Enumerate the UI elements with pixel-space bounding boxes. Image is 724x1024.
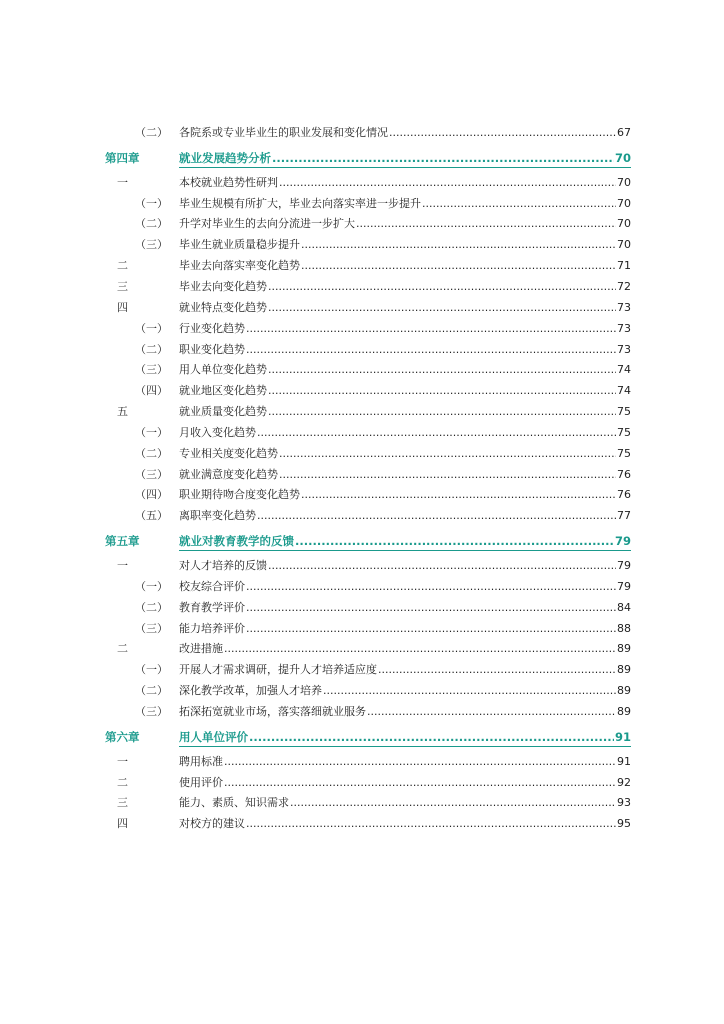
toc-page-number: 84 — [617, 601, 631, 614]
dot-leader — [246, 598, 616, 618]
toc-page-number: 79 — [614, 534, 631, 548]
toc-entry[interactable] — [179, 423, 631, 443]
toc-entry-number: （一） — [135, 580, 168, 593]
toc-entry[interactable] — [179, 727, 631, 747]
toc-entry[interactable] — [179, 681, 631, 701]
toc-entry-title[interactable]: 职业变化趋势 — [179, 343, 245, 356]
dot-leader — [301, 485, 616, 505]
toc-entry-number: 二 — [117, 776, 128, 789]
toc-page-number: 88 — [617, 622, 631, 635]
toc-page-number: 75 — [617, 426, 631, 439]
toc-row[interactable] — [0, 444, 724, 464]
toc-entry-number: （五） — [135, 509, 168, 522]
dot-leader — [268, 402, 616, 422]
toc-entry[interactable] — [179, 773, 631, 793]
dot-leader — [257, 423, 616, 443]
toc-entry[interactable] — [179, 235, 631, 255]
toc-entry-number: （一） — [135, 197, 168, 210]
toc-entry-number: （三） — [135, 363, 168, 376]
toc-page-number: 70 — [617, 197, 631, 210]
dot-leader — [249, 727, 614, 747]
dot-leader — [295, 531, 614, 551]
dot-leader — [224, 752, 616, 772]
toc-row[interactable] — [0, 506, 724, 526]
dot-leader — [279, 444, 616, 464]
toc-row[interactable] — [0, 465, 724, 485]
toc-page-number: 93 — [617, 796, 631, 809]
toc-entry-number: 五 — [117, 405, 128, 418]
toc-entry-number: （一） — [135, 426, 168, 439]
toc-row[interactable] — [0, 660, 724, 680]
toc-entry-title[interactable]: 毕业去向落实率变化趋势 — [179, 259, 300, 272]
toc-page-number: 70 — [617, 238, 631, 251]
toc-row[interactable] — [0, 681, 724, 701]
toc-entry-title[interactable]: 职业期待吻合度变化趋势 — [179, 488, 300, 501]
toc-entry[interactable] — [179, 639, 631, 659]
toc-page-number: 79 — [617, 580, 631, 593]
toc-page-number: 70 — [614, 151, 631, 165]
toc-entry-number: （一） — [135, 322, 168, 335]
dot-leader — [246, 319, 616, 339]
dot-leader — [301, 256, 616, 276]
toc-entry-number: （二） — [135, 126, 168, 139]
toc-entry-number: （二） — [135, 217, 168, 230]
toc-entry[interactable] — [179, 402, 631, 422]
toc-row[interactable] — [0, 485, 724, 505]
toc-page-number: 75 — [617, 447, 631, 460]
toc-row[interactable] — [0, 277, 724, 297]
toc-entry-title[interactable]: 拓深拓宽就业市场，落实落细就业服务 — [179, 705, 366, 718]
dot-leader — [268, 277, 616, 297]
toc-entry-title[interactable]: 开展人才需求调研，提升人才培养适应度 — [179, 663, 377, 676]
toc-entry[interactable] — [179, 277, 631, 297]
toc-entry[interactable] — [179, 702, 631, 722]
toc-entry-title[interactable]: 毕业生规模有所扩大，毕业去向落实率进一步提升 — [179, 197, 421, 210]
dot-leader — [279, 465, 616, 485]
toc-entry[interactable] — [179, 256, 631, 276]
toc-entry[interactable] — [179, 752, 631, 772]
toc-entry-number: （二） — [135, 601, 168, 614]
toc-entry-number: （三） — [135, 238, 168, 251]
toc-entry-title[interactable]: 就业特点变化趋势 — [179, 301, 267, 314]
dot-leader — [389, 123, 616, 143]
toc-entry[interactable] — [179, 598, 631, 618]
toc-page-number: 92 — [617, 776, 631, 789]
toc-row[interactable] — [0, 381, 724, 401]
toc-entry[interactable] — [179, 793, 631, 813]
dot-leader — [367, 702, 616, 722]
toc-chapter-row[interactable] — [0, 531, 724, 551]
toc-row[interactable] — [0, 773, 724, 793]
toc-page-number: 70 — [617, 217, 631, 230]
toc-entry-title[interactable]: 各院系或专业毕业生的职业发展和变化情况 — [179, 126, 388, 139]
toc-entry-title[interactable]: 用人单位评价 — [179, 730, 248, 744]
toc-entry-number: （三） — [135, 468, 168, 481]
toc-entry-title[interactable]: 对校方的建议 — [179, 817, 245, 830]
toc-page-number: 89 — [617, 642, 631, 655]
toc-entry-number: 四 — [117, 817, 128, 830]
toc-row[interactable] — [0, 360, 724, 380]
toc-entry-number: 三 — [117, 280, 128, 293]
dot-leader — [301, 235, 616, 255]
toc-page-number: 73 — [617, 343, 631, 356]
dot-leader — [224, 639, 616, 659]
toc-entry-number: 三 — [117, 796, 128, 809]
toc-entry[interactable] — [179, 340, 631, 360]
toc-entry[interactable] — [179, 298, 631, 318]
toc-entry[interactable] — [179, 619, 631, 639]
toc-chapter-row[interactable] — [0, 727, 724, 747]
dot-leader — [272, 148, 614, 168]
toc-row[interactable] — [0, 639, 724, 659]
dot-leader — [257, 506, 616, 526]
toc-entry-title[interactable]: 就业发展趋势分析 — [179, 151, 271, 165]
toc-entry-number: 第六章 — [105, 730, 140, 744]
toc-row[interactable] — [0, 814, 724, 834]
toc-entry-number: 一 — [117, 559, 128, 572]
toc-page-number: 91 — [614, 730, 631, 744]
toc-page-number: 89 — [617, 705, 631, 718]
toc-entry-title[interactable]: 专业相关度变化趋势 — [179, 447, 278, 460]
toc-page-number: 73 — [617, 322, 631, 335]
toc-entry-title[interactable]: 使用评价 — [179, 776, 223, 789]
toc-entry-number: （二） — [135, 447, 168, 460]
toc-entry-number: 一 — [117, 755, 128, 768]
toc-row[interactable] — [0, 577, 724, 597]
toc-chapter-row[interactable] — [0, 148, 724, 168]
dot-leader — [323, 681, 616, 701]
toc-row[interactable] — [0, 752, 724, 772]
dot-leader — [268, 298, 616, 318]
toc-row[interactable] — [0, 619, 724, 639]
toc-row[interactable] — [0, 235, 724, 255]
toc-page-number: 89 — [617, 684, 631, 697]
toc-row[interactable] — [0, 123, 724, 143]
toc-entry[interactable] — [179, 531, 631, 551]
dot-leader — [268, 381, 616, 401]
toc-entry-title[interactable]: 毕业生就业质量稳步提升 — [179, 238, 300, 251]
toc-entry[interactable] — [179, 506, 631, 526]
toc-entry[interactable] — [179, 173, 631, 193]
toc-row[interactable] — [0, 340, 724, 360]
toc-entry-title[interactable]: 用人单位变化趋势 — [179, 363, 267, 376]
toc-entry-title[interactable]: 对人才培养的反馈 — [179, 559, 267, 572]
dot-leader — [279, 173, 616, 193]
dot-leader — [246, 619, 616, 639]
toc-row[interactable] — [0, 194, 724, 214]
toc-entry[interactable] — [179, 319, 631, 339]
dot-leader — [378, 660, 616, 680]
toc-entry-title[interactable]: 能力培养评价 — [179, 622, 245, 635]
toc-page-number: 95 — [617, 817, 631, 830]
toc-page-number: 67 — [617, 126, 631, 139]
toc-row[interactable] — [0, 702, 724, 722]
toc-entry-number: 四 — [117, 301, 128, 314]
toc-entry-number: （二） — [135, 343, 168, 356]
toc-entry-title[interactable]: 就业满意度变化趋势 — [179, 468, 278, 481]
dot-leader — [290, 793, 616, 813]
dot-leader — [224, 773, 616, 793]
dot-leader — [422, 194, 616, 214]
dot-leader — [246, 577, 616, 597]
toc-page-number: 70 — [617, 176, 631, 189]
dot-leader — [246, 814, 616, 834]
toc-row[interactable] — [0, 793, 724, 813]
toc-page-number: 89 — [617, 663, 631, 676]
toc-row[interactable] — [0, 556, 724, 576]
toc-row[interactable] — [0, 298, 724, 318]
dot-leader — [246, 340, 616, 360]
toc-entry-number: 一 — [117, 176, 128, 189]
toc-entry-title[interactable]: 改进措施 — [179, 642, 223, 655]
toc-row[interactable] — [0, 598, 724, 618]
toc-entry[interactable] — [179, 381, 631, 401]
toc-entry-number: 二 — [117, 642, 128, 655]
toc-row[interactable] — [0, 173, 724, 193]
dot-leader — [268, 556, 616, 576]
toc-row[interactable] — [0, 214, 724, 234]
toc-page-number: 77 — [617, 509, 631, 522]
toc-entry-number: 第四章 — [105, 151, 140, 165]
toc-page-number: 76 — [617, 468, 631, 481]
toc-row[interactable] — [0, 402, 724, 422]
toc-page-number: 73 — [617, 301, 631, 314]
toc-entry-number: （三） — [135, 705, 168, 718]
toc-row[interactable] — [0, 319, 724, 339]
toc-row[interactable] — [0, 256, 724, 276]
toc-page-number: 75 — [617, 405, 631, 418]
toc-entry[interactable] — [179, 577, 631, 597]
toc-entry[interactable] — [179, 360, 631, 380]
toc-entry-title[interactable]: 月收入变化趋势 — [179, 426, 256, 439]
toc-page-number: 71 — [617, 259, 631, 272]
toc-entry-title[interactable]: 毕业去向变化趋势 — [179, 280, 267, 293]
toc-entry-title[interactable]: 就业对教育教学的反馈 — [179, 534, 294, 548]
toc-entry-number: （三） — [135, 622, 168, 635]
toc-entry-title[interactable]: 就业地区变化趋势 — [179, 384, 267, 397]
toc-row[interactable] — [0, 423, 724, 443]
dot-leader — [356, 214, 616, 234]
toc-entry-number: 二 — [117, 259, 128, 272]
toc-page-number: 76 — [617, 488, 631, 501]
toc-page-number: 79 — [617, 559, 631, 572]
toc-entry-title[interactable]: 教育教学评价 — [179, 601, 245, 614]
toc-entry-number: （四） — [135, 488, 168, 501]
toc-entry-number: （二） — [135, 684, 168, 697]
toc-entry[interactable] — [179, 465, 631, 485]
toc-entry-title[interactable]: 深化教学改革，加强人才培养 — [179, 684, 322, 697]
toc-entry[interactable] — [179, 660, 631, 680]
toc-page-number: 74 — [617, 384, 631, 397]
toc-entry-number: （四） — [135, 384, 168, 397]
toc-page-number: 91 — [617, 755, 631, 768]
toc-entry-title[interactable]: 聘用标准 — [179, 755, 223, 768]
toc-entry[interactable] — [179, 123, 631, 143]
toc-entry[interactable] — [179, 214, 631, 234]
dot-leader — [268, 360, 616, 380]
toc-entry[interactable] — [179, 556, 631, 576]
toc-entry-title[interactable]: 升学对毕业生的去向分流进一步扩大 — [179, 217, 355, 230]
toc-entry-number: 第五章 — [105, 534, 140, 548]
toc-entry[interactable] — [179, 194, 631, 214]
toc-entry-title[interactable]: 校友综合评价 — [179, 580, 245, 593]
toc-page-number: 74 — [617, 363, 631, 376]
toc-page-number: 72 — [617, 280, 631, 293]
toc-entry[interactable] — [179, 485, 631, 505]
toc-entry[interactable] — [179, 814, 631, 834]
toc-entry[interactable] — [179, 444, 631, 464]
toc-entry-title[interactable]: 行业变化趋势 — [179, 322, 245, 335]
toc-entry-title[interactable]: 就业质量变化趋势 — [179, 405, 267, 418]
toc-entry[interactable] — [179, 148, 631, 168]
toc-entry-title[interactable]: 本校就业趋势性研判 — [179, 176, 278, 189]
toc-entry-number: （一） — [135, 663, 168, 676]
toc-entry-title[interactable]: 离职率变化趋势 — [179, 509, 256, 522]
toc-entry-title[interactable]: 能力、素质、知识需求 — [179, 796, 289, 809]
